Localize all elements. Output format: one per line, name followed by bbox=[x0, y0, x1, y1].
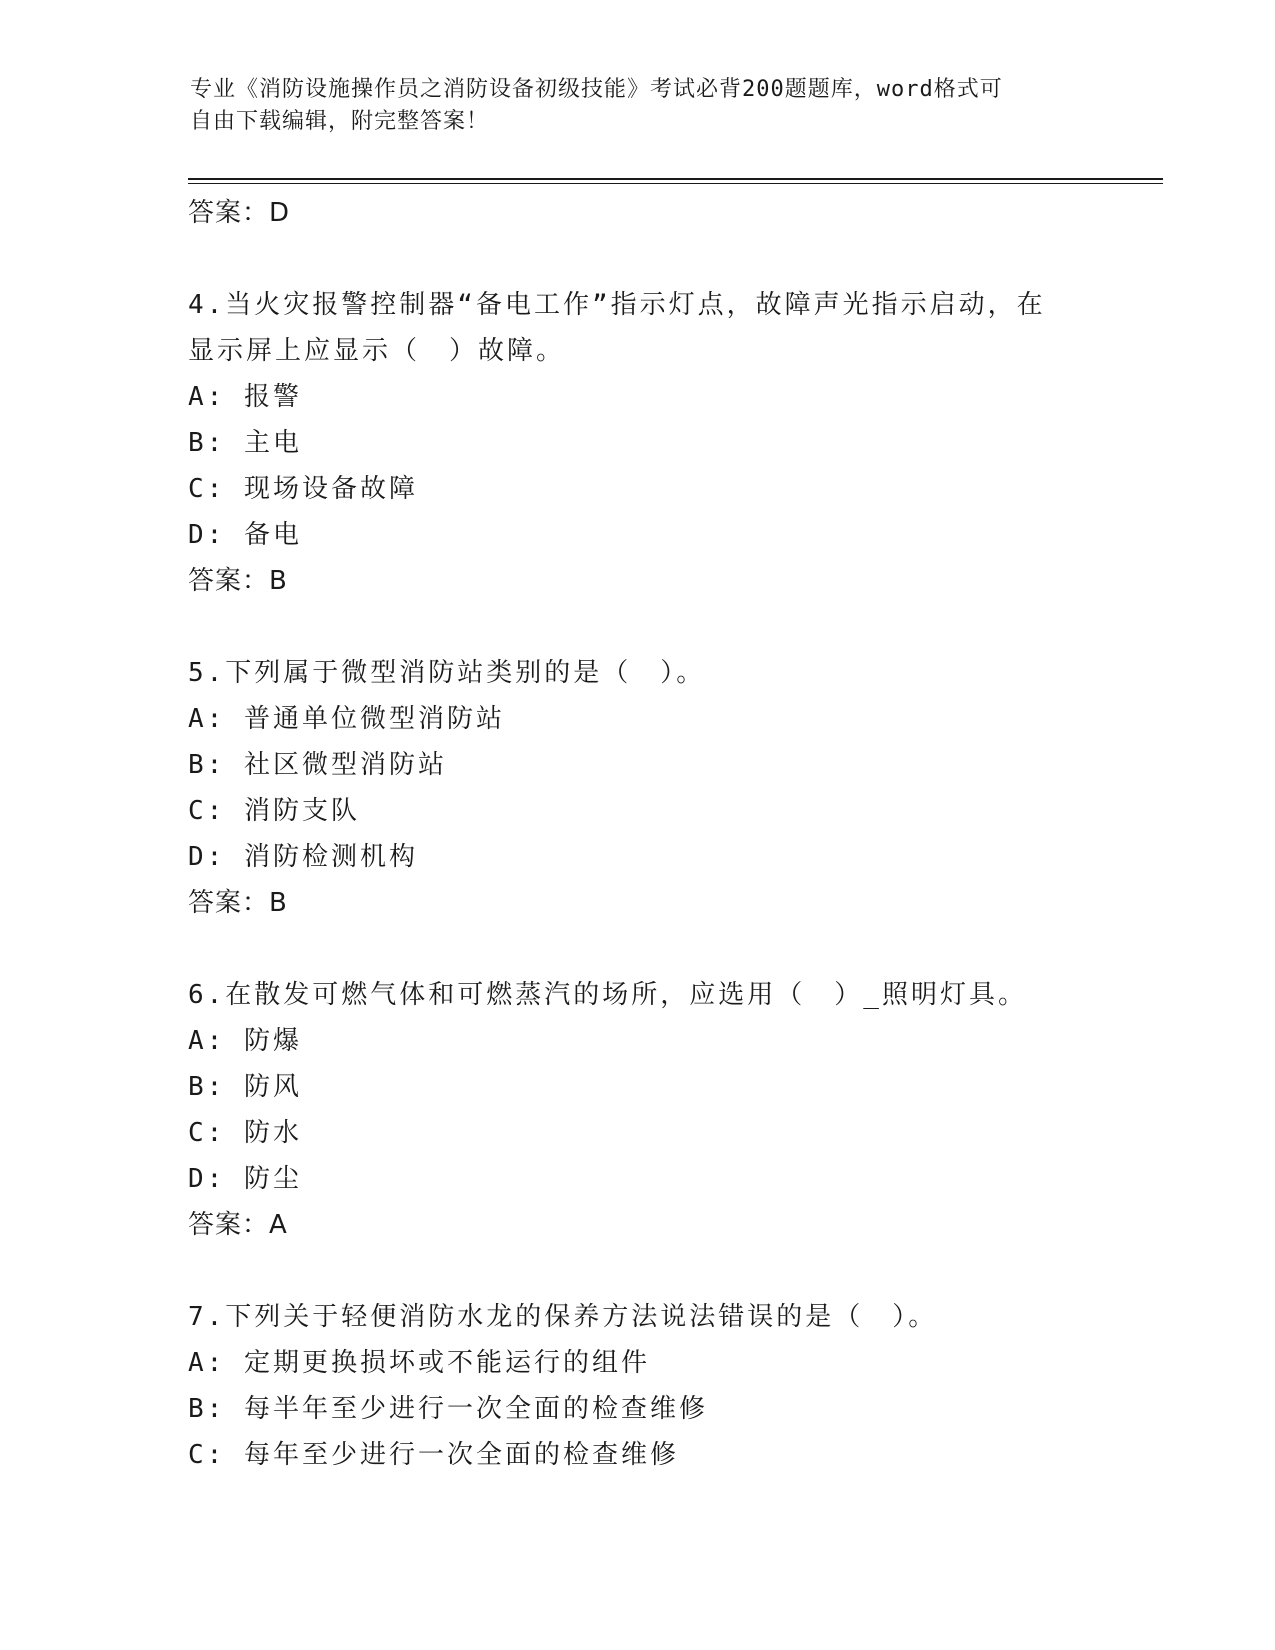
document-header bbox=[190, 74, 1090, 138]
option-b: B: 主电 bbox=[188, 428, 302, 458]
question-stem-line: 6.在散发可燃气体和可燃蒸汽的场所，应选用（ ）_照明灯具。 bbox=[188, 980, 1027, 1010]
question-list bbox=[188, 190, 1088, 1478]
question-stem-line: 5.下列属于微型消防站类别的是（ ）。 bbox=[188, 658, 706, 688]
option-b: B: 每半年至少进行一次全面的检查维修 bbox=[188, 1394, 708, 1424]
spacer bbox=[188, 236, 1088, 282]
option-a: A: 定期更换损坏或不能运行的组件 bbox=[188, 1348, 650, 1378]
option-d: D: 消防检测机构 bbox=[188, 842, 418, 872]
option-a: A: 普通单位微型消防站 bbox=[188, 704, 505, 734]
option-c: C: 防水 bbox=[188, 1118, 302, 1148]
answer-label: 答案：B bbox=[188, 566, 288, 596]
header-line-1: 专业《消防设施操作员之消防设备初级技能》考试必背200题题库，word格式可 bbox=[190, 77, 1003, 102]
answer-label: 答案：A bbox=[188, 1210, 288, 1240]
answer-label: 答案：B bbox=[188, 888, 288, 918]
header-divider-thin bbox=[188, 183, 1163, 184]
spacer bbox=[188, 604, 1088, 650]
option-d: D: 备电 bbox=[188, 520, 302, 550]
question-stem-line: 7.下列关于轻便消防水龙的保养方法说法错误的是（ ）。 bbox=[188, 1302, 938, 1332]
option-a: A: 防爆 bbox=[188, 1026, 302, 1056]
option-c: C: 消防支队 bbox=[188, 796, 360, 826]
question-stem-line: 显示屏上应显示（ ）故障。 bbox=[188, 336, 566, 366]
question-4 bbox=[188, 282, 1088, 604]
option-c: C: 现场设备故障 bbox=[188, 474, 418, 504]
option-b: B: 社区微型消防站 bbox=[188, 750, 447, 780]
header-line-2: 自由下载编辑，附完整答案！ bbox=[190, 109, 490, 134]
spacer bbox=[188, 1248, 1088, 1294]
option-d: D: 防尘 bbox=[188, 1164, 302, 1194]
option-a: A: 报警 bbox=[188, 382, 302, 412]
question-stem-line: 4.当火灾报警控制器“备电工作”指示灯点，故障声光指示启动，在 bbox=[188, 290, 1046, 320]
header-divider-thick bbox=[188, 178, 1163, 180]
spacer bbox=[188, 926, 1088, 972]
option-b: B: 防风 bbox=[188, 1072, 302, 1102]
question-5 bbox=[188, 650, 1088, 926]
question-6 bbox=[188, 972, 1088, 1248]
option-c: C: 每年至少进行一次全面的检查维修 bbox=[188, 1440, 679, 1470]
question-7 bbox=[188, 1294, 1088, 1478]
previous-answer: 答案：D bbox=[188, 198, 291, 228]
